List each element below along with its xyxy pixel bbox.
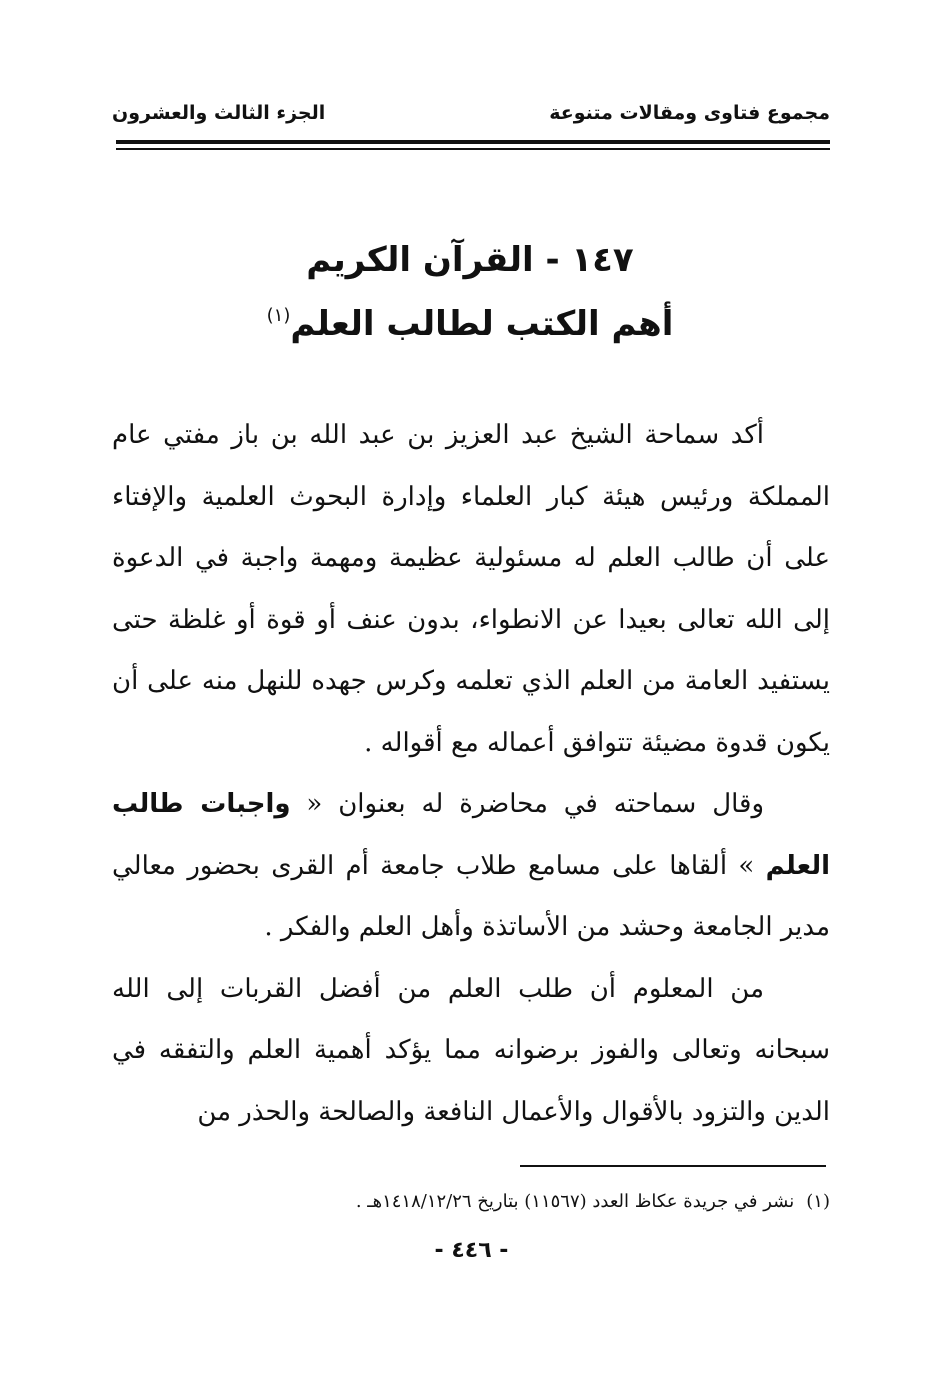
footnote-separator bbox=[520, 1165, 826, 1167]
lecture-title: واجبات طالب العلم bbox=[112, 789, 830, 881]
header-rule-thin bbox=[116, 148, 830, 150]
title-footnote-ref: (١) bbox=[266, 305, 291, 326]
page-number: - ٤٤٦ - bbox=[434, 1238, 509, 1263]
footnote bbox=[112, 1188, 830, 1216]
paragraph-2: وقال سماحته في محاضرة له بعنوان « واجبات طالب العلم » ألقاها على مسامع طلاب جامعة أم القرى بحضور معالي مدير الجامعة وحشد من الأساتذة وأهل العلم والفكر . bbox=[112, 789, 830, 942]
paragraph-3: من المعلوم أن طلب العلم من أفضل القربات إلى الله سبحانه وتعالى والفوز برضوانه مما يؤكد أهمية العلم والتفقه في الدين والتزود بالأقوال والأعمال النافعة والصالحة والحذر من bbox=[112, 973, 830, 1127]
volume-title: الجزء الثالث والعشرون bbox=[112, 102, 326, 124]
book-title: مجموع فتاوى ومقالات متنوعة bbox=[549, 102, 830, 124]
paragraph-1: أكد سماحة الشيخ عبد العزيز بن عبد الله بن باز مفتي عام المملكة ورئيس هيئة كبار العلماء وإدارة البحوث العلمية والإفتاء على أن طالب العلم له مسئولية عظيمة ومهمة واجبة في الدعوة إلى الله تعالى بعيدا عن الانطواء، بدون عنف أو قوة أو غلظة حتى يستفيد العامة من العلم الذي تعلمه وكرس جهده للنهل منه على أن يكون قدوة مضيئة تتوافق أعماله مع أقواله . bbox=[112, 420, 830, 758]
article-body bbox=[112, 405, 830, 1143]
footnote-text: نشر في جريدة عكاظ العدد (١١٥٦٧) بتاريخ ١٤١٨/١٢/٢٦هـ . bbox=[355, 1191, 795, 1212]
article-title-line-1: ١٤٧ - القرآن الكريم bbox=[306, 240, 634, 280]
article-title bbox=[140, 232, 800, 352]
running-header bbox=[112, 96, 830, 136]
header-rule-thick bbox=[116, 140, 830, 144]
footnote-marker: (١) bbox=[806, 1191, 830, 1212]
article-title-line-2: أهم الكتب لطالب العلم$^{(١)}$ bbox=[266, 304, 674, 344]
